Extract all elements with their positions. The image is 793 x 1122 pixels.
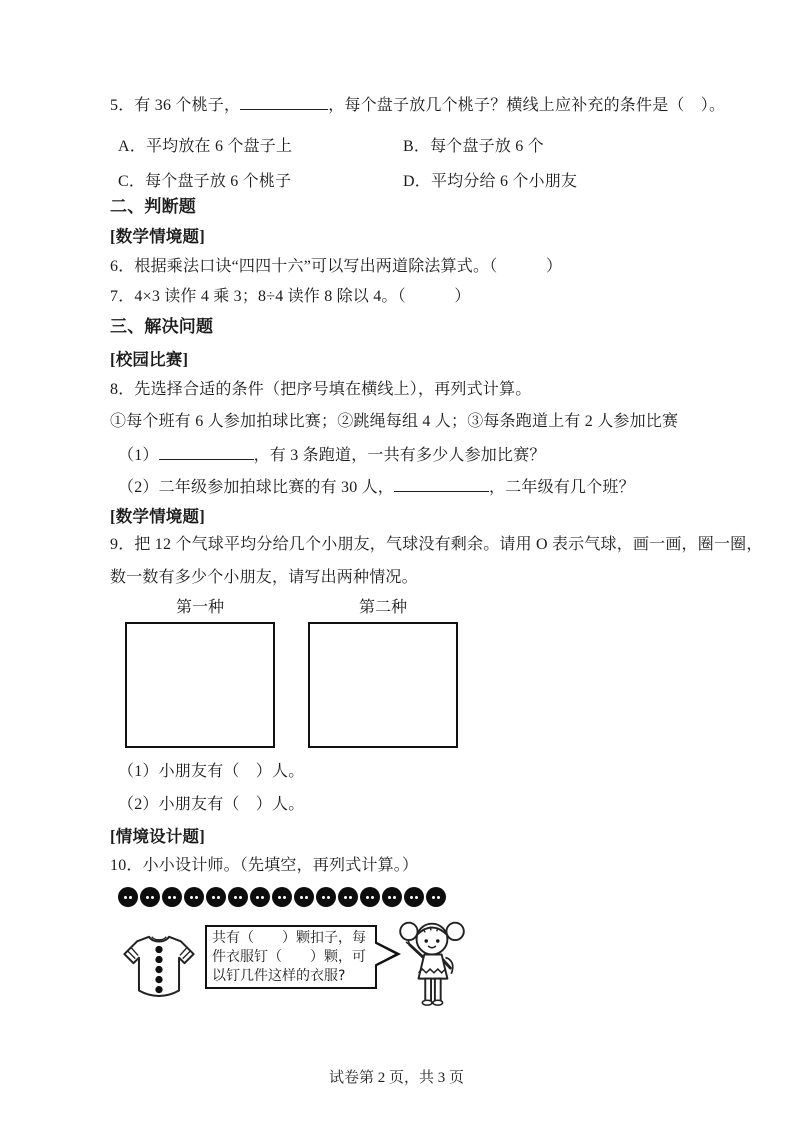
question-5 bbox=[110, 94, 725, 117]
question-9-line2: 数一数有多少个小朋友，请写出两种情况。 bbox=[110, 569, 418, 586]
girl-illustration bbox=[398, 915, 466, 1026]
question-9-sub2: （2）小朋友有（ ）人。 bbox=[118, 796, 305, 813]
answer-box-1-label: 第一种 bbox=[175, 599, 224, 616]
fill-in-blank bbox=[159, 444, 254, 460]
bubble-line-3: 以钉几件这样的衣服? bbox=[212, 968, 346, 984]
q9-tag: [数学情境题] bbox=[110, 507, 205, 526]
button-icon bbox=[426, 887, 446, 907]
bubble-line-1: 共有（ ）颗扣子，每 bbox=[212, 930, 366, 946]
button-icon bbox=[382, 887, 402, 907]
question-7: 7．4×3 读作 4 乘 3；8÷4 读作 8 除以 4。（ ） bbox=[110, 288, 471, 305]
q5-option-a: A．平均放在 6 个盘子上 bbox=[118, 138, 293, 155]
button-icon bbox=[118, 887, 138, 907]
fill-in-blank bbox=[240, 94, 328, 110]
section-2-tag: [数学情境题] bbox=[110, 227, 205, 246]
q5-option-c: C．每个盘子放 6 个桃子 bbox=[118, 173, 292, 190]
q8-sub2-post: ，二年级有几个班？ bbox=[489, 479, 635, 496]
section-2-title: 二、判断题 bbox=[110, 197, 196, 216]
question-8-conditions: ①每个班有 6 人参加拍球比赛；②跳绳每组 4 人；③每条跑道上有 2 人参加比赛 bbox=[110, 413, 679, 430]
speech-bubble bbox=[205, 925, 377, 989]
question-5-pre: 5．有 36 个桃子， bbox=[110, 97, 241, 114]
q5-option-d: D．平均分给 6 个小朋友 bbox=[403, 173, 578, 190]
fill-in-blank bbox=[394, 476, 489, 492]
button-icon bbox=[294, 887, 314, 907]
answer-box-2-label: 第二种 bbox=[358, 599, 407, 616]
page-content bbox=[110, 0, 763, 1122]
question-8-sub2 bbox=[118, 476, 635, 499]
button-icon bbox=[272, 887, 292, 907]
q8-sub1-pre: （1） bbox=[118, 447, 159, 464]
button-icon bbox=[162, 887, 182, 907]
page-footer: 试卷第 2 页，共 3 页 bbox=[328, 1070, 464, 1086]
q5-option-b: B．每个盘子放 6 个 bbox=[403, 138, 544, 155]
question-9-line1: 9．把 12 个气球平均分给几个小朋友，气球没有剩余。请用 O 表示气球，画一画，圈一圈， bbox=[110, 536, 763, 553]
q5-options-row-2 bbox=[118, 171, 578, 193]
question-9-sub1: （1）小朋友有（ ）人。 bbox=[118, 763, 305, 780]
q8-tag: [校园比赛] bbox=[110, 350, 189, 369]
shirt-icon bbox=[118, 928, 200, 1007]
question-5-post: ，每个盘子放几个桃子？横线上应补充的条件是（ ）。 bbox=[328, 97, 726, 114]
button-icon bbox=[316, 887, 336, 907]
question-6: 6．根据乘法口诀“四四十六”可以写出两道除法算式。（ ） bbox=[110, 258, 563, 275]
button-icon bbox=[338, 887, 358, 907]
answer-box-2 bbox=[308, 622, 458, 748]
q10-tag: [情境设计题] bbox=[110, 827, 205, 846]
section-3-title: 三、解决问题 bbox=[110, 317, 214, 336]
button-row bbox=[118, 887, 448, 912]
q8-sub2-pre: （2）二年级参加拍球比赛的有 30 人， bbox=[118, 479, 395, 496]
bubble-line-2: 件衣服钉（ ）颗，可 bbox=[212, 949, 366, 965]
question-10-stem: 10．小小设计师。（先填空，再列式计算。） bbox=[110, 857, 419, 874]
q5-options-row-1 bbox=[118, 136, 544, 158]
button-icon bbox=[250, 887, 270, 907]
question-8-stem: 8．先选择合适的条件（把序号填在横线上），再列式计算。 bbox=[110, 381, 532, 398]
question-8-sub1 bbox=[118, 444, 546, 467]
answer-box-1 bbox=[125, 622, 275, 748]
bubble-tail-icon bbox=[374, 943, 395, 965]
button-icon bbox=[404, 887, 424, 907]
button-icon bbox=[140, 887, 160, 907]
q8-sub1-post: ，有 3 条跑道，一共有多少人参加比赛？ bbox=[253, 447, 546, 464]
button-icon bbox=[206, 887, 226, 907]
button-icon bbox=[360, 887, 380, 907]
button-icon bbox=[184, 887, 204, 907]
button-icon bbox=[228, 887, 248, 907]
